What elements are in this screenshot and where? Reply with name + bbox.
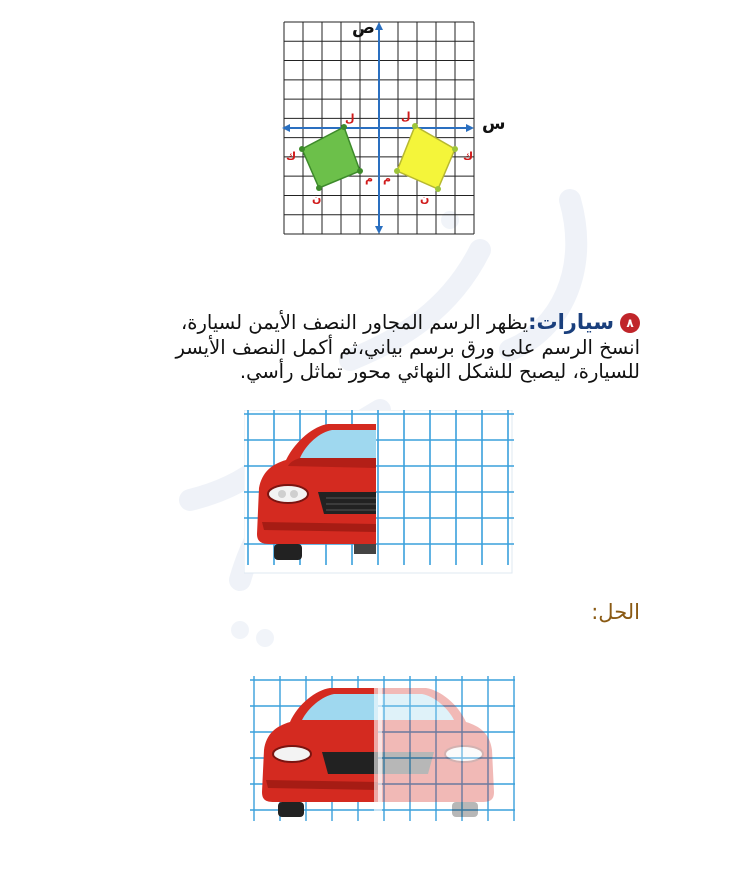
x-axis-label: س xyxy=(482,114,506,134)
right-square-vertex-label: م xyxy=(383,172,392,185)
problem-text: يظهر الرسم المجاور النصف الأيمن لسيارة، انسخ الرسم على ورق برسم بياني،ثم أكمل النصف الأيسر للسيارة، ليصبح للشكل النهائي محور تماثل رأسي. xyxy=(175,311,640,383)
right-square xyxy=(397,126,455,189)
left-square-vertex-label: ن xyxy=(312,192,322,205)
left-square-vertex-label: ل xyxy=(345,112,355,125)
left-square xyxy=(302,127,360,188)
right-square-vertex-label: ل xyxy=(401,110,411,123)
left-square-vertex-label: م xyxy=(365,172,374,185)
right-square-vertex-label: ك xyxy=(463,150,474,163)
half-car-on-grid-figure xyxy=(244,410,514,575)
y-axis-label: ص xyxy=(352,18,375,38)
right-square-vertex-label: ن xyxy=(420,192,430,205)
left-square-vertex-label: ك xyxy=(286,150,297,163)
problem-title: سيارات: xyxy=(528,310,614,334)
problem-number-badge: ٨ xyxy=(620,313,640,333)
solution-label: الحل: xyxy=(591,600,640,624)
completed-car-figure xyxy=(250,676,515,831)
problem-statement xyxy=(140,310,640,385)
